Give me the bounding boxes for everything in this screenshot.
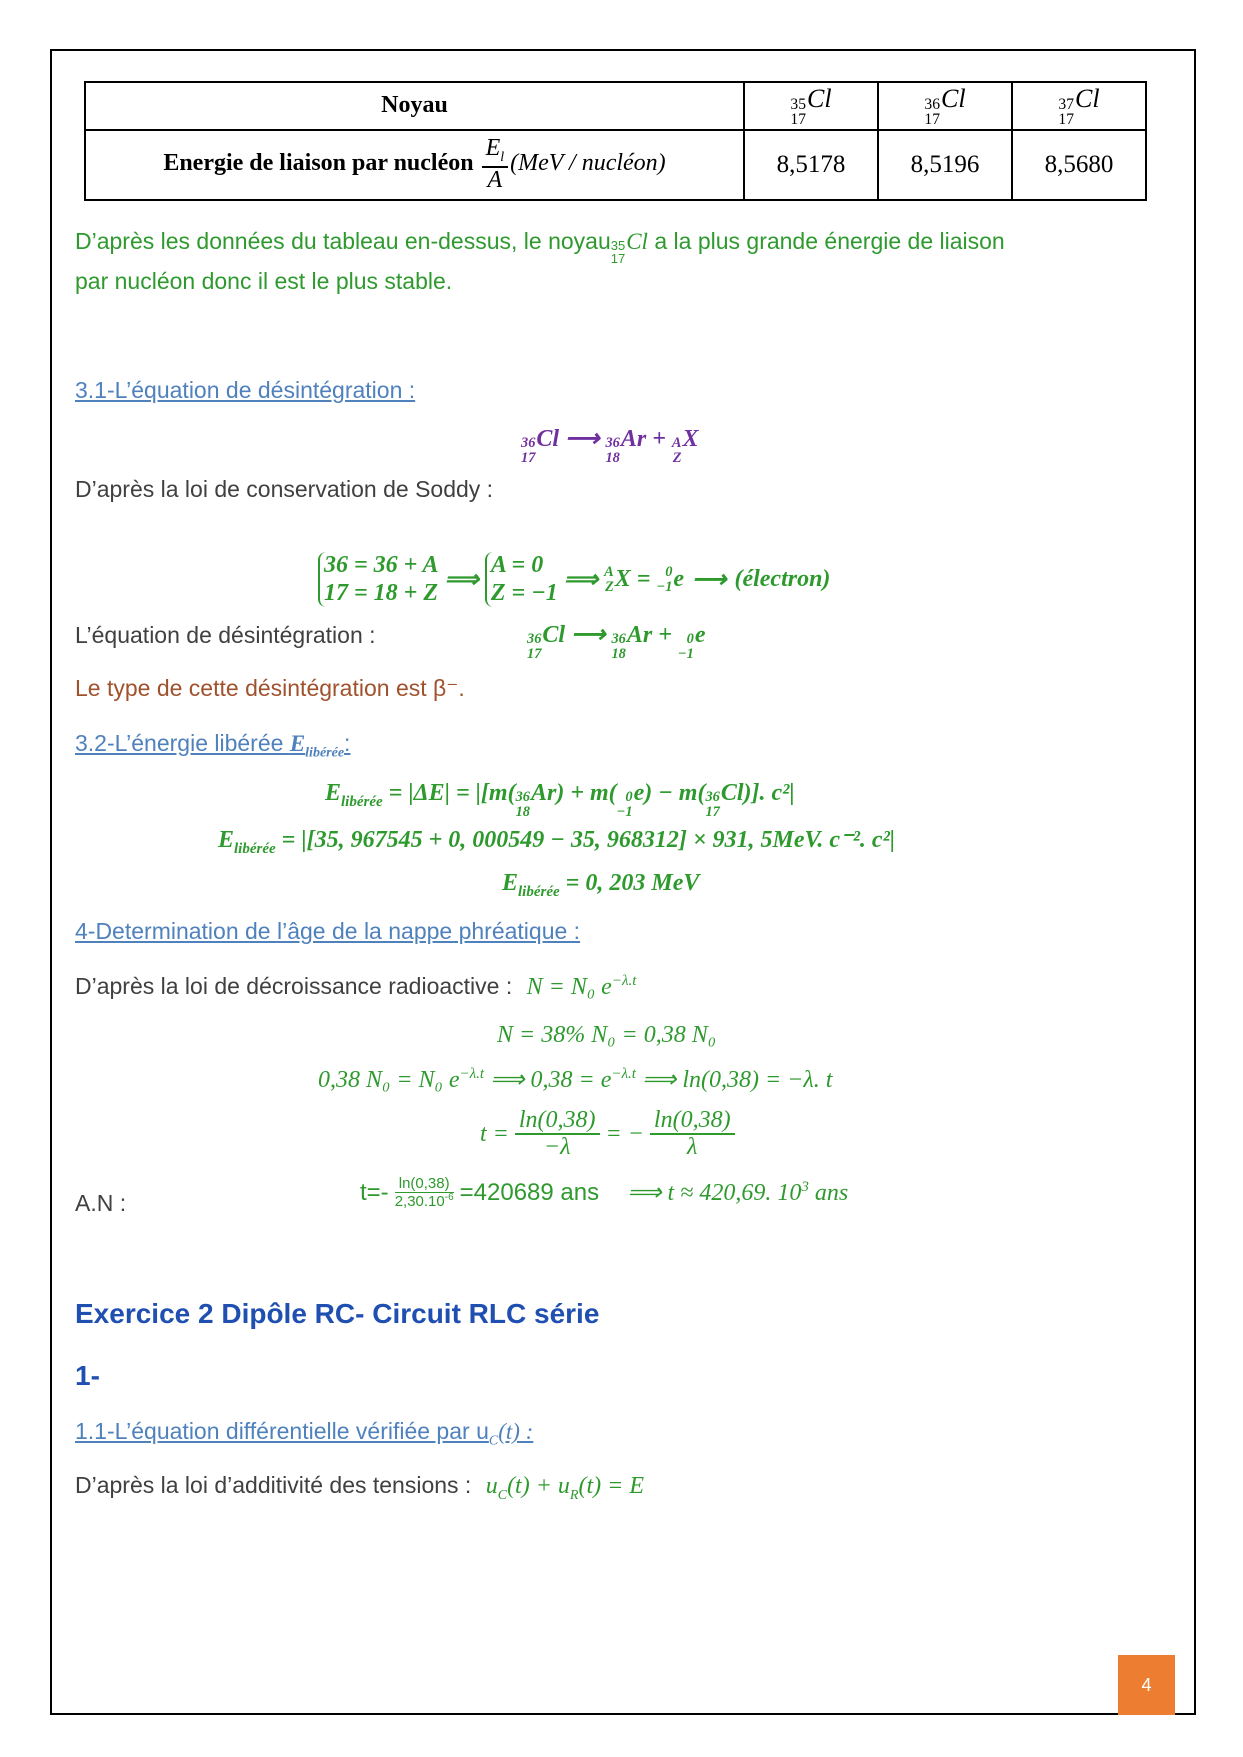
an-label: A.N : bbox=[75, 1190, 127, 1216]
decay-equation-final: 36 17 Cl ⟶ 36 18 Ar + 0 −1 e bbox=[527, 622, 706, 662]
table-row-label: Energie de liaison par nucléon $\frac{E_l}{A}$ (MeV / nucléon) bbox=[85, 130, 744, 200]
table-nucleus-2: 36 17 Cl bbox=[878, 82, 1012, 130]
an-calculation: t=- $\frac{\ln(0,38)}{2,30.10^{-6}}$ =420689 ans ⟹ t ≈ 420,69. $10^3$ ans bbox=[360, 1175, 849, 1210]
soddy-text: D’après la loi de conservation de Soddy : bbox=[75, 476, 494, 502]
conclusion-line-1: D’après les données du tableau en-dessus, le noyau 35 17 Cl a la plus grande énergie de liaison bbox=[75, 228, 1005, 267]
energy-numeric: $E_{libérée} = |[35$, 967545 + 0, 000549 − 35, 968312] × 931, 5MeV. c⁻². c²| bbox=[218, 827, 896, 857]
binding-energy-table bbox=[84, 81, 1147, 201]
eq-t-expression: t = $\frac{\ln(0,38)}{-\lambda}$ = − $\frac{\ln(0,38)}{\lambda}$ bbox=[480, 1108, 737, 1160]
eq-ln-derivation: 0,38 N₀ = N₀ $e^{-\lambda.t}$ ⟹ $0,38 = e^{-\lambda.t}$ ⟹ ln(0,38) = −λ. t bbox=[318, 1066, 833, 1093]
table-value-2: 8,5196 bbox=[878, 130, 1012, 200]
table-header-noyau: Noyau bbox=[85, 82, 744, 130]
additivity-line: D’après la loi d’additivité des tensions : $u_C(t) + u_R(t) = E$ bbox=[75, 1472, 644, 1503]
eq-38-percent: N = 38% N₀ = 0,38 N₀ bbox=[497, 1022, 717, 1048]
heading-3-1: 3.1-L’équation de désintégration : bbox=[75, 377, 416, 403]
table-nucleus-1: 35 17 Cl bbox=[744, 82, 878, 130]
energy-result: $E_{libérée} = 0$, 203 MeV bbox=[502, 870, 700, 900]
decay-equation-generic: 36 17 Cl ⟶ 36 18 Ar + A Z X bbox=[521, 426, 699, 466]
table-nucleus-3: 37 17 Cl bbox=[1012, 82, 1146, 130]
page-number-badge: 4 bbox=[1118, 1655, 1175, 1715]
exercise-2-title: Exercice 2 Dipôle RC- Circuit RLC série bbox=[75, 1298, 600, 1329]
heading-4: 4-Determination de l’âge de la nappe phréatique : bbox=[75, 918, 581, 944]
decay-equation-label: L’équation de désintégration : bbox=[75, 622, 376, 648]
decay-law-line: D’après la loi de décroissance radioactive : N = N₀ $e^{-\lambda.t}$ bbox=[75, 973, 637, 1000]
decay-type: Le type de cette désintégration est β⁻. bbox=[75, 675, 465, 701]
question-1: 1- bbox=[75, 1360, 100, 1391]
heading-3-2: 3.2-L’énergie libérée $E_{libérée}$: bbox=[75, 730, 351, 761]
table-value-3: 8,5680 bbox=[1012, 130, 1146, 200]
soddy-system: 36 = 36 + A 17 = 18 + Z ⟹ A = 0 Z = −1 ⟹ A Z X = 0 −1 e ⟶ (électron) bbox=[318, 552, 830, 607]
table-value-1: 8,5178 bbox=[744, 130, 878, 200]
conclusion-line-2: par nucléon donc il est le plus stable. bbox=[75, 268, 453, 294]
energy-formula: $E_{libérée} = |\Delta E| = |[m$( 36 18 Ar) + m( 0 −1 e) − m( 36 17 Cl)]. c²| bbox=[325, 780, 795, 820]
heading-1-1: 1.1-L’équation différentielle vérifiée par $u_C(t)$ : bbox=[75, 1418, 534, 1449]
